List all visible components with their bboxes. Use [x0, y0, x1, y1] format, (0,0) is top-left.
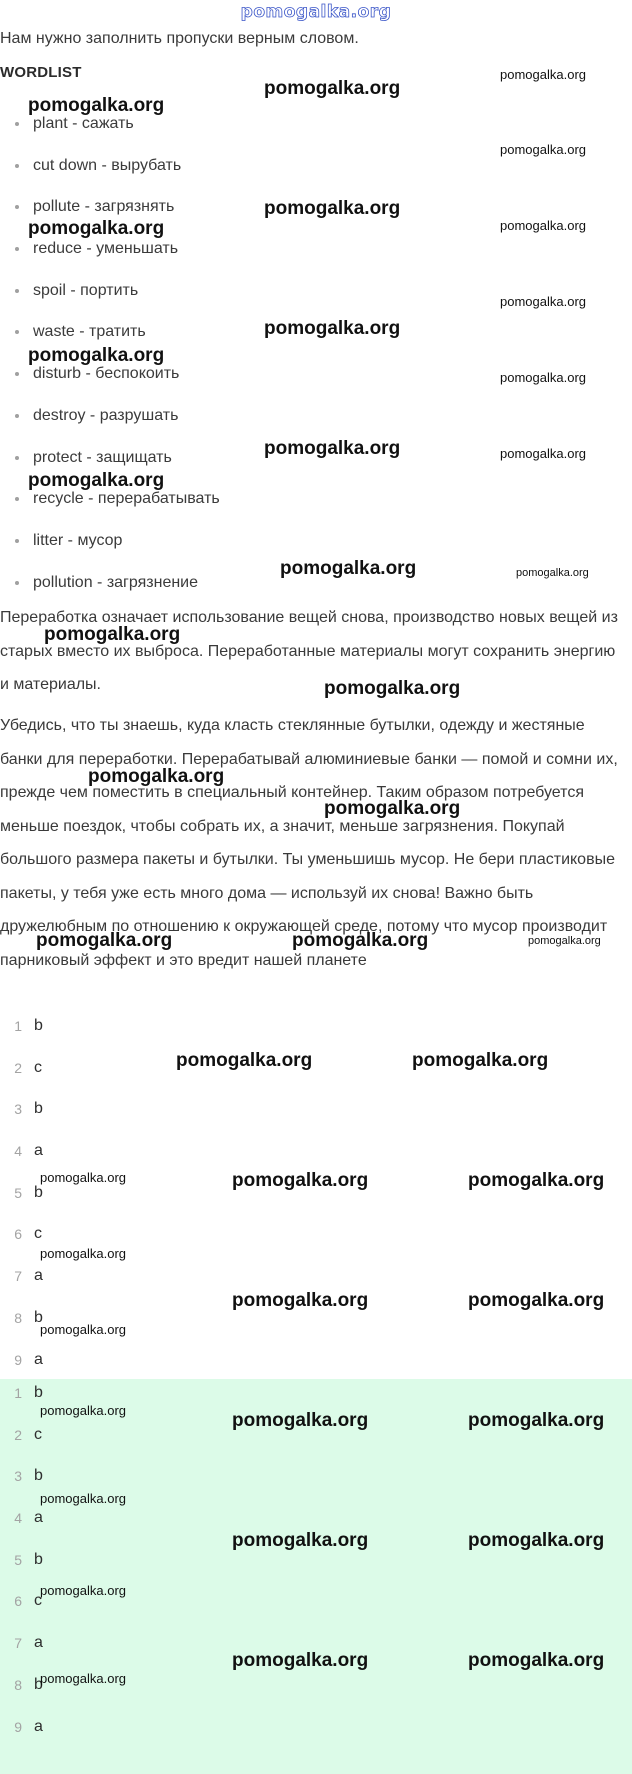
answer-row: [0, 1095, 632, 1137]
watermark: pomogalka.org: [324, 678, 461, 699]
watermark: pomogalka.org: [232, 1530, 369, 1551]
watermark: pomogalka.org: [232, 1170, 369, 1191]
word-entry: recycle - перерабатывать: [33, 490, 220, 508]
bullet-icon: [15, 581, 19, 585]
answer-value: a: [34, 1142, 43, 1160]
intro-text: Нам нужно заполнить пропуски верным словом.: [0, 30, 359, 47]
answer-value: c: [34, 1425, 42, 1443]
bullet-icon: [15, 330, 19, 334]
answer-value: c: [34, 1225, 42, 1243]
word-entry: plant - сажать: [33, 115, 134, 132]
watermark: pomogalka.org: [264, 318, 401, 339]
watermark: pomogalka.org: [40, 1246, 126, 1261]
word-entry: cut down - вырубать: [33, 156, 182, 174]
watermark: pomogalka.org: [500, 67, 586, 82]
list-item: [0, 362, 220, 404]
watermark: pomogalka.org: [40, 1491, 126, 1506]
word-entry: waste - тратить: [33, 323, 146, 341]
watermark: pomogalka.org: [468, 1410, 605, 1431]
wordlist-title: WORDLIST: [0, 64, 82, 81]
bullet-icon: [15, 205, 19, 209]
answer-row: [0, 1546, 632, 1588]
list-item: [0, 279, 220, 321]
word-entry: destroy - разрушать: [33, 406, 179, 424]
word-entry: pollution - загрязнение: [33, 573, 199, 591]
answer-number: 4: [14, 1143, 22, 1160]
list-item: [0, 487, 220, 529]
watermark: pomogalka.org: [468, 1650, 605, 1671]
watermark: pomogalka.org: [528, 935, 601, 947]
watermark: pomogalka.org: [500, 142, 586, 157]
watermark: pomogalka.org: [500, 446, 586, 461]
answer-number: 5: [14, 1184, 22, 1201]
answer-number: 8: [14, 1309, 22, 1326]
answer-value: b: [34, 1675, 43, 1693]
list-item: [0, 154, 220, 196]
watermark: pomogalka.org: [500, 370, 586, 385]
answer-number: 2: [14, 1059, 22, 1076]
answer-number: 6: [14, 1593, 22, 1610]
answer-number: 5: [14, 1551, 22, 1568]
bullet-icon: [15, 372, 19, 376]
answer-row: [0, 1713, 632, 1755]
watermark: pomogalka.org: [280, 558, 417, 579]
answer-number: 9: [14, 1351, 22, 1368]
answer-value: b: [34, 1467, 43, 1485]
list-item: [0, 529, 220, 571]
watermark: pomogalka.org: [28, 470, 165, 491]
watermark: pomogalka.org: [324, 798, 461, 819]
watermark: pomogalka.org: [292, 930, 429, 951]
watermark: pomogalka.org: [28, 345, 165, 366]
watermark: pomogalka.org: [88, 766, 225, 787]
answer-value: b: [34, 1100, 43, 1118]
answers-list-highlighted: [0, 1379, 632, 1774]
answer-value: a: [34, 1350, 43, 1368]
word-entry: reduce - уменьшать: [33, 240, 179, 258]
watermark: pomogalka.org: [40, 1403, 126, 1418]
word-entry: protect - защищать: [33, 448, 172, 466]
watermark: pomogalka.org: [28, 95, 165, 116]
answer-row: [0, 1012, 632, 1054]
bullet-icon: [15, 122, 19, 126]
answer-number: 3: [14, 1468, 22, 1485]
watermark: pomogalka.org: [40, 1170, 126, 1185]
answer-value: a: [34, 1717, 43, 1735]
watermark: pomogalka.org: [44, 624, 181, 645]
answer-number: 2: [14, 1426, 22, 1443]
answer-value: b: [34, 1308, 43, 1326]
answer-number: 1: [14, 1018, 22, 1034]
watermark: pomogalka.org: [468, 1170, 605, 1191]
answer-value: c: [34, 1592, 42, 1610]
bullet-icon: [15, 414, 19, 418]
answer-value: b: [34, 1017, 43, 1034]
watermark: pomogalka.org: [500, 294, 586, 309]
bullet-icon: [15, 539, 19, 543]
bullet-icon: [15, 456, 19, 460]
watermark: pomogalka.org: [36, 930, 173, 951]
watermark: pomogalka.org: [412, 1050, 549, 1071]
watermark: pomogalka.org: [232, 1650, 369, 1671]
watermark: pomogalka.org: [516, 567, 589, 579]
answer-value: a: [34, 1634, 43, 1652]
bullet-icon: [15, 164, 19, 168]
bullet-icon: [15, 497, 19, 501]
watermark: pomogalka.org: [264, 78, 401, 99]
answer-value: a: [34, 1267, 43, 1285]
list-item: [0, 404, 220, 446]
answer-value: b: [34, 1384, 43, 1401]
answer-number: 4: [14, 1510, 22, 1527]
watermark: pomogalka.org: [264, 198, 401, 219]
watermark: pomogalka.org: [40, 1583, 126, 1598]
watermark: pomogalka.org: [176, 1050, 313, 1071]
watermark: pomogalka.org: [40, 1322, 126, 1337]
answer-value: a: [34, 1509, 43, 1527]
bullet-icon: [15, 289, 19, 293]
list-item: [0, 112, 220, 154]
watermark: pomogalka.org: [232, 1290, 369, 1311]
word-entry: disturb - беспокоить: [33, 365, 180, 383]
watermark: pomogalka.org: [232, 1410, 369, 1431]
word-entry: pollute - загрязнять: [33, 198, 175, 216]
paragraph-recycling-definition: Переработка означает использование вещей снова, производство новых вещей из старых вместо их выброса. Переработанные материалы могут сохранить энергию и материалы.: [0, 609, 618, 693]
answer-number: 9: [14, 1718, 22, 1735]
paragraph-recycling-tips: Убедись, что ты знаешь, куда класть стеклянные бутылки, одежду и жестяные банки для переработки. Перерабатывай алюминиевые банки — помой и сомни их, прежде чем поместить в специальный контейнер. Таким образом потребуется меньше поездок, чтобы собрать их, а значит, меньше загрязнения. Покупай большого размера пакеты и бутылки. Ты уменьшишь мусор. Не бери пластиковые пакеты, у тебя уже есть много дома — используй их снова! Важно быть дружелюбным по отношению к окружающей среде, потому что мусор производит парниковый эффект и это вредит нашей планете: [0, 717, 618, 969]
answer-number: 8: [14, 1676, 22, 1693]
word-entry: spoil - портить: [33, 281, 139, 299]
watermark: pomogalka.org: [500, 218, 586, 233]
watermark: pomogalka.org: [28, 218, 165, 239]
watermark: pomogalka.org: [468, 1290, 605, 1311]
answer-number: 6: [14, 1226, 22, 1243]
answer-number: 3: [14, 1101, 22, 1118]
answer-value: c: [34, 1058, 42, 1076]
watermark: pomogalka.org: [40, 1671, 126, 1686]
list-item: [0, 237, 220, 279]
word-entry: litter - мусор: [33, 531, 123, 549]
answer-number: 7: [14, 1635, 22, 1652]
bullet-icon: [15, 247, 19, 251]
watermark: pomogalka.org: [264, 438, 401, 459]
answer-value: b: [34, 1183, 43, 1201]
watermark: pomogalka.org: [468, 1530, 605, 1551]
site-logo[interactable]: pomogalka.org: [240, 2, 392, 22]
answer-number: 7: [14, 1268, 22, 1285]
answer-value: b: [34, 1550, 43, 1568]
answer-number: 1: [14, 1385, 22, 1401]
